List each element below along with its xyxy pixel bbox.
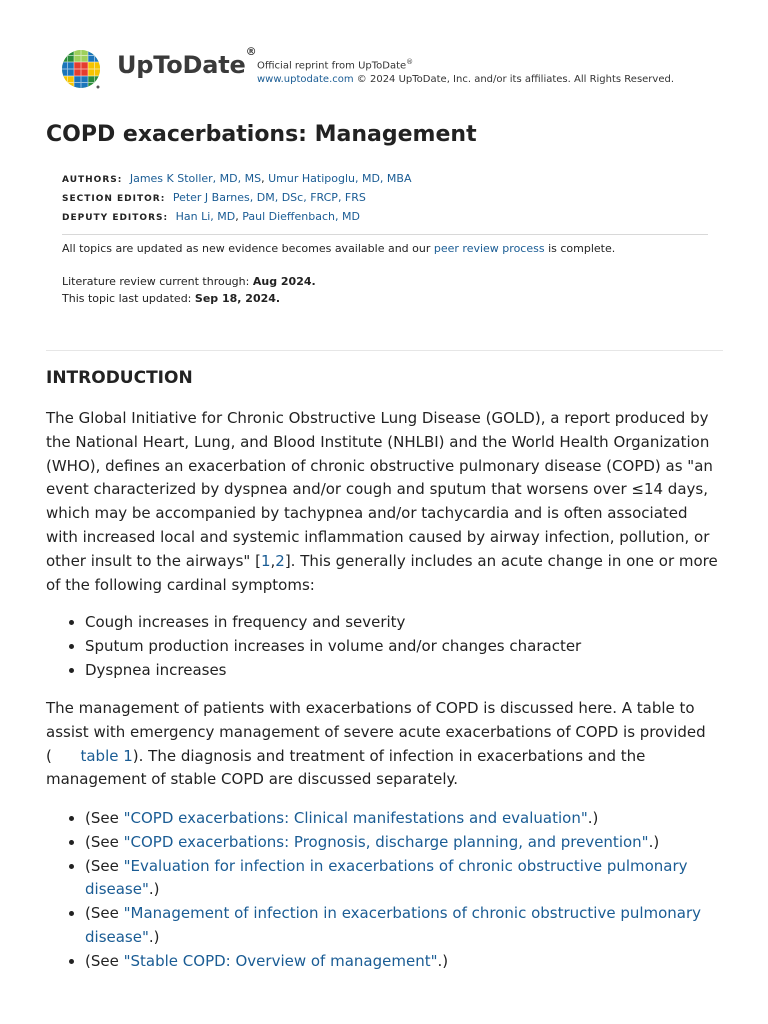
topic-contributors	[62, 170, 411, 227]
list-item: • (See "Management of infection in exacerbations of chronic obstructive pulmonary disease".)	[85, 902, 745, 950]
uptodate-logo-icon	[61, 49, 101, 89]
brand-name: UpToDate®	[117, 45, 257, 79]
section-editor-row: SECTION EDITOR: Peter J Barnes, DM, DSc, FRCP, FRS	[62, 191, 366, 204]
page-header	[61, 45, 721, 92]
reference-link[interactable]: 1	[260, 551, 271, 570]
symptom-list	[46, 611, 745, 682]
management-paragraph: The management of patients with exacerbations of COPD is discussed here. A table to assist with emergency management of severe acute exacerbations of COPD is provided ( table 1). The diagnosis and treatment of infection in exacerbations and the management of stable COPD are discussed separately.	[46, 699, 706, 789]
see-also-list	[46, 807, 745, 974]
list-item: • (See "COPD exacerbations: Clinical manifestations and evaluation".)	[85, 807, 745, 831]
list-item: • Dyspnea increases	[85, 659, 745, 683]
topic-link[interactable]: "COPD exacerbations: Clinical manifestations and evaluation"	[123, 809, 588, 827]
section-heading-introduction: INTRODUCTION	[46, 368, 193, 388]
list-item: • (See "Stable COPD: Overview of management".)	[85, 950, 745, 974]
topic-link[interactable]: "COPD exacerbations: Prognosis, discharge planning, and prevention"	[123, 832, 649, 851]
list-item: • Cough increases in frequency and severity	[85, 611, 745, 635]
peer-review-link[interactable]: peer review process	[433, 242, 545, 255]
literature-review-info: Literature review current through: Aug 2024. This topic last updated: Sep 18, 2024.	[62, 275, 316, 305]
topic-link[interactable]: "Stable COPD: Overview of management"	[123, 951, 438, 970]
intro-paragraph: The Global Initiative for Chronic Obstructive Lung Disease (GOLD), a report produced by the National Heart, Lung, and Blood Institute (NHLBI) and the World Health Organization (WHO), defines an exacerbation of chronic obstructive pulmonary disease (COPD) as "an event characterized by dyspnea and/or cough and sputum that worsens over ≤14 days, which may be accompanied by tachypnea and/or tachycardia and is often associated with increased local and systemic inflammation caused by airway infection, pollution, or other insult to the airways" [1,2]. This generally includes an acute change in one or more of the following cardinal symptoms:	[46, 409, 718, 594]
reference-link[interactable]: 2	[275, 551, 285, 570]
deputy-editor-link[interactable]: Han Li, MD	[175, 210, 236, 223]
list-item: • (See "COPD exacerbations: Prognosis, discharge planning, and prevention".)	[85, 831, 745, 855]
reprint-notice: Official reprint from UpToDate® www.uptodate.com © 2024 UpToDate, Inc. and/or its affiliates. All Rights Reserved.	[257, 58, 675, 86]
review-date: Aug 2024.	[252, 275, 316, 288]
author-link[interactable]: James K Stoller, MD, MS	[129, 172, 262, 185]
topic-link[interactable]: "Management of infection in exacerbations of chronic obstructive pulmonary disease"	[85, 904, 702, 946]
deputy-editors-row: DEPUTY EDITORS: Han Li, MD, Paul Dieffenbach, MD	[62, 210, 360, 223]
updated-date: Sep 18, 2024.	[194, 292, 281, 305]
topic-link[interactable]: "Evaluation for infection in exacerbations of chronic obstructive pulmonary disease"	[85, 856, 688, 899]
section-editor-link[interactable]: Peter J Barnes, DM, DSc, FRCP, FRS	[172, 191, 366, 204]
list-item: • (See "Evaluation for infection in exacerbations of chronic obstructive pulmonary disease".)	[85, 855, 745, 903]
list-item: • Sputum production increases in volume and/or changes character	[85, 635, 745, 659]
deputy-editor-link[interactable]: Paul Dieffenbach, MD	[242, 210, 360, 223]
authors-row: AUTHORS: James K Stoller, MD, MS, Umur Hatipoglu, MD, MBA	[62, 172, 412, 185]
uptodate-site-link[interactable]: www.uptodate.com	[257, 74, 354, 86]
divider	[62, 234, 708, 235]
update-note: All topics are updated as new evidence becomes available and our peer review process is complete.	[62, 242, 616, 255]
author-link[interactable]: Umur Hatipoglu, MD, MBA	[268, 172, 412, 185]
page-title: COPD exacerbations: Management	[46, 122, 477, 147]
table-link[interactable]: table 1	[80, 746, 133, 765]
divider	[46, 350, 723, 351]
